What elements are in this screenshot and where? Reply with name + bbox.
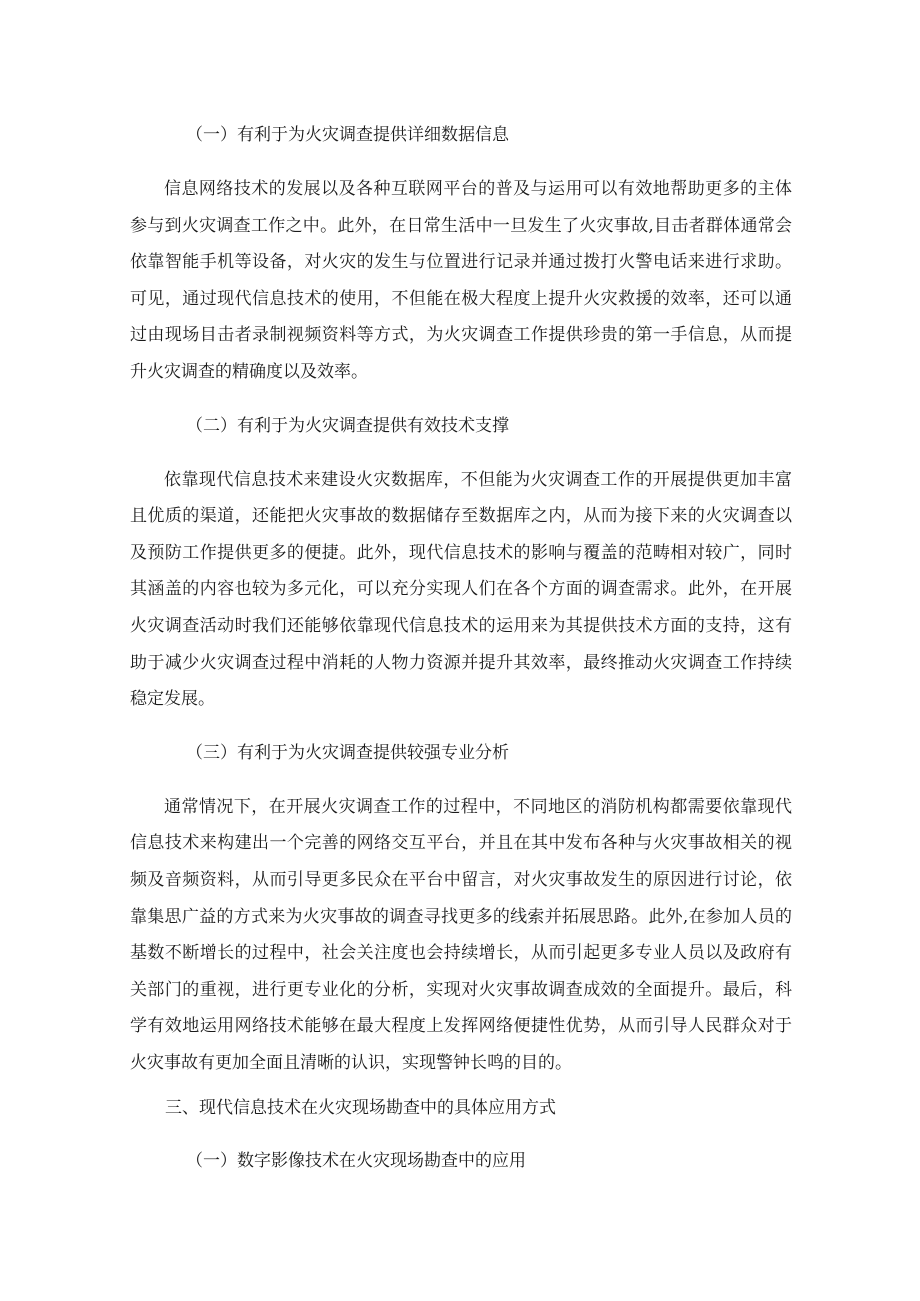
document-body: [130, 118, 792, 1178]
section-heading-2: （二）有利于为火灾调查提供有效技术支撑: [186, 415, 509, 436]
chapter-heading: 三、现代信息技术在火灾现场勘查中的具体应用方式: [165, 1098, 556, 1119]
section-heading-1: （一）有利于为火灾调查提供详细数据信息: [186, 125, 509, 145]
sub-heading: （一）数字影像技术在火灾现场勘查中的应用: [186, 1151, 526, 1172]
section-paragraph-1: 信息网络技术的发展以及各种互联网平台的普及与运用可以有效地帮助更多的主体参与到火灾调查工作之中。此外，在日常生活中一旦发生了火灾事故,目击者群体通常会依靠智能手机等设备，对火灾的发生与位置进行记录并通过拨打火警电话来进行求助。可见，通过现代信息技术的使用，不但能在极大程度上提升火灾救援的效率，还可以通过由现场目击者录制视频资料等方式，为火灾调查工作提供珍贵的第一手信息，从而提升火灾调查的精确度以及效率。: [130, 179, 792, 382]
section-paragraph-3: 通常情况下，在开展火灾调查工作的过程中，不同地区的消防机构都需要依靠现代信息技术来构建出一个完善的网络交互平台，并且在其中发布各种与火灾事故相关的视频及音频资料，从而引导更多民众在平台中留言，对火灾事故发生的原因进行讨论，依靠集思广益的方式来为火灾事故的调查寻找更多的线索并拓展思路。此外,在参加人员的基数不断增长的过程中，社会关注度也会持续增长，从而引起更多专业人员以及政府有关部门的重视，进行更专业化的分析，实现对火灾事故调查成效的全面提升。最后，科学有效地运用网络技术能够在最大程度上发挥网络便捷性优势，从而引导人民群众对于火灾事故有更加全面且清晰的认识，实现警钟长鸣的目的。: [130, 796, 792, 1073]
section-heading-3: （三）有利于为火灾调查提供较强专业分析: [186, 742, 509, 763]
section-paragraph-2: 依靠现代信息技术来建设火灾数据库，不但能为火灾调查工作的开展提供更加丰富且优质的渠道，还能把火灾事故的数据储存至数据库之内，从而为接下来的火灾调查以及预防工作提供更多的便捷。此外，现代信息技术的影响与覆盖的范畴相对较广，同时其涵盖的内容也较为多元化，可以充分实现人们在各个方面的调查需求。此外，在开展火灾调查活动时我们还能够依靠现代信息技术的运用来为其提供技术方面的支持，这有助于减少火灾调查过程中消耗的人物力资源并提升其效率，最终推动火灾调查工作持续稳定发展。: [130, 469, 792, 710]
